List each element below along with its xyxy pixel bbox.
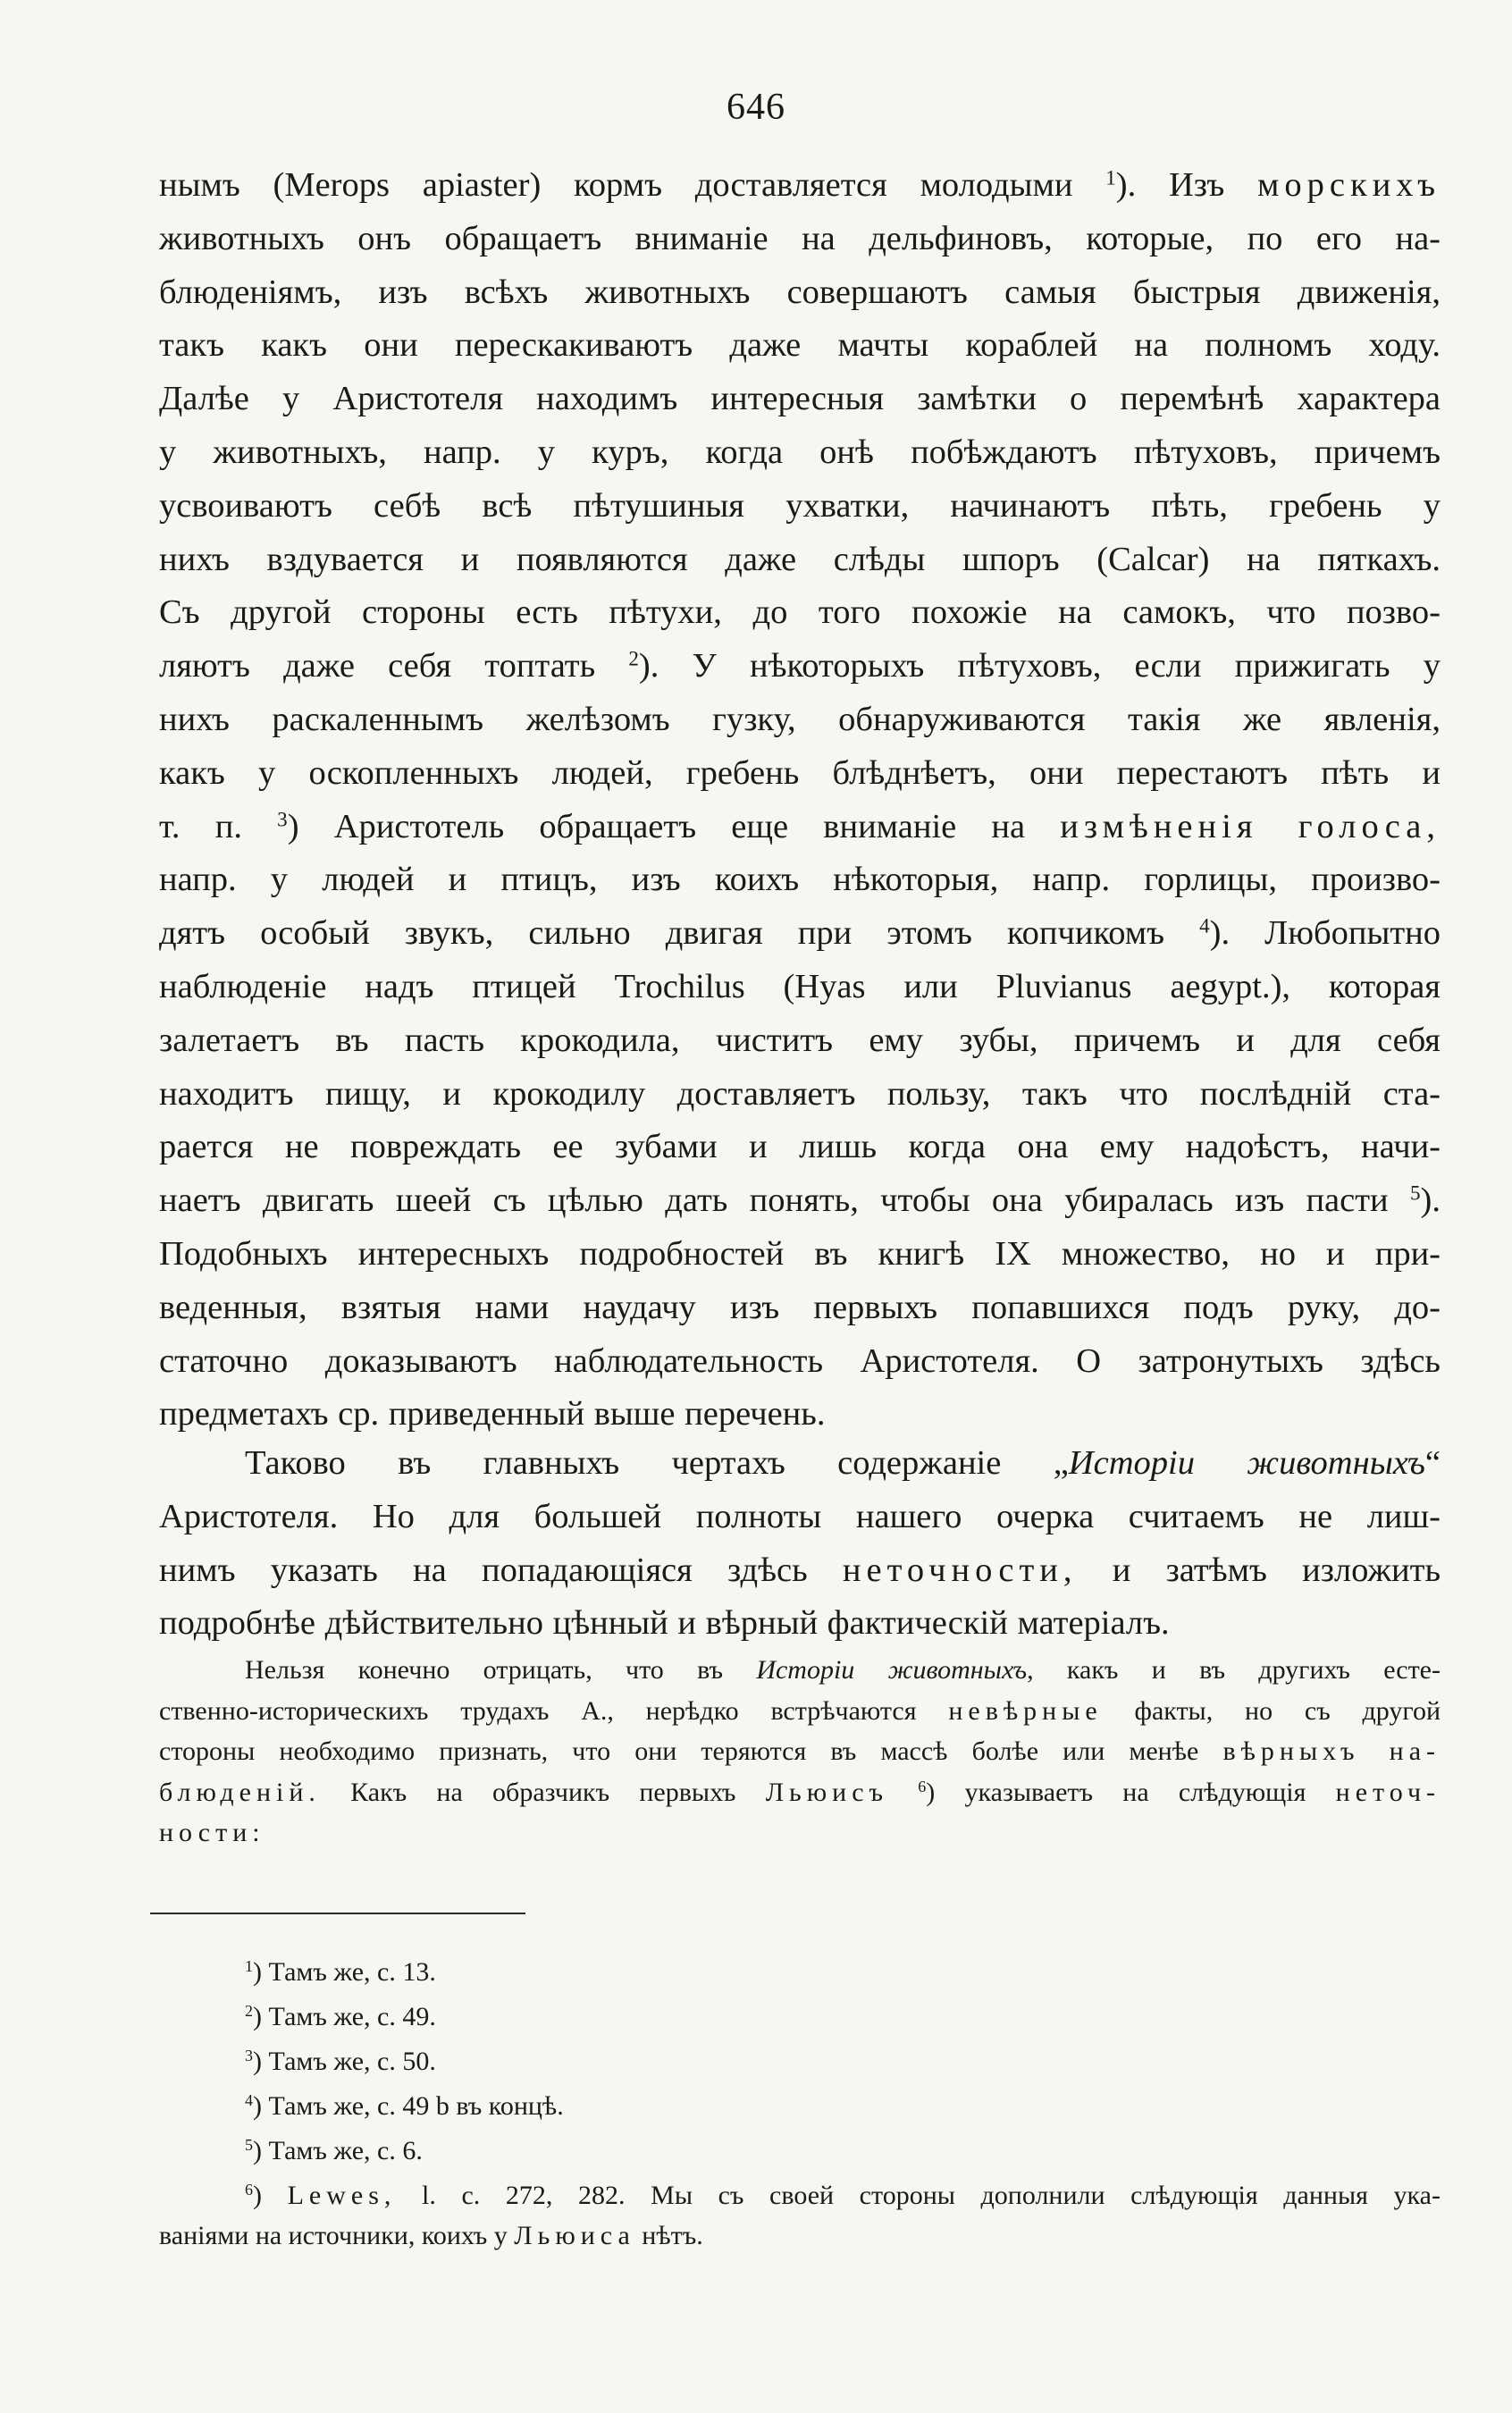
body-text-line: животныхъ онъ обращаетъ вниманіе на дельфиновъ, которые, по его на- — [159, 219, 1441, 257]
body-text-line: такъ какъ они перескакиваютъ даже мачты кораблей на полномъ ходу. — [159, 326, 1441, 365]
body-text-line: рается не повреждать ее зубами и лишь когда она ему надоѣстъ, начи- — [159, 1128, 1441, 1166]
body-text-line: Аристотеля. Но для большей полноты нашего очерка считаемъ не лиш- — [159, 1497, 1441, 1535]
body-text-line: напр. у людей и птицъ, изъ коихъ нѣкоторыя, напр. горлицы, произво- — [159, 861, 1441, 899]
body-text-line: Съ другой стороны есть пѣтухи, до того похожіе на самокъ, что позво- — [159, 593, 1441, 632]
body-paragraph-2 — [159, 1437, 1441, 1651]
footnote-item: $^4$) Тамъ же, с. 49 b въ концѣ. — [245, 2091, 564, 2121]
footnote-item: $^6$) Lewes, l. c. 272, 282. Мы съ своей стороны дополнили слѣдующія данныя ука- — [245, 2181, 1441, 2210]
body-text-line: веденныя, взятыя нами наудачу изъ первыхъ попавшихся подъ руку, до- — [159, 1288, 1441, 1326]
body-text-line: у животныхъ, напр. у куръ, когда онѣ побѣждаютъ пѣтуховъ, причемъ — [159, 433, 1441, 471]
body-text-line: Далѣе у Аристотеля находимъ интересныя замѣтки о перемѣнѣ характера — [159, 380, 1441, 418]
body-text-line: находитъ пищу, и крокодилу доставляетъ пользу, такъ что послѣдній ста- — [159, 1074, 1441, 1113]
body-text-line: т. п. $^3$) Аристотель обращаетъ еще вниманіе на измѣненія голоса, — [159, 806, 1441, 845]
body-text-line: блюденіямъ, изъ всѣхъ животныхъ совершаютъ самыя быстрыя движенія, — [159, 273, 1441, 311]
small-print-line: блюденій. Какъ на образчикъ первыхъ Льюисъ $^6$) указываетъ на слѣдующія неточ- — [159, 1777, 1441, 1807]
body-text-line: подробнѣе дѣйствительно цѣнный и вѣрный фактическій матеріалъ. — [159, 1604, 1170, 1643]
body-text-line: ляютъ даже себя топтать $^2$). У нѣкоторыхъ пѣтуховъ, если прижигать у — [159, 646, 1441, 685]
footnote-item: ваніями на источники, коихъ у Льюиса нѣтъ. — [159, 2221, 703, 2250]
body-text-line: Таково въ главныхъ чертахъ содержаніе „Исторіи животныхъ“ — [245, 1444, 1441, 1482]
body-text-line: нымъ (Merops apiaster) кормъ доставляется молодыми $^1$). Изъ морскихъ — [159, 165, 1441, 204]
small-print-line: Нельзя конечно отрицать, что въ Исторіи животныхъ, какъ и въ другихъ есте- — [245, 1655, 1441, 1685]
body-text-line: дятъ особый звукъ, сильно двигая при этомъ копчикомъ $^4$). Любопытно — [159, 913, 1441, 953]
body-text-line: наетъ двигать шеей съ цѣлью дать понять, чтобы она убиралась изъ пасти $^5$). — [159, 1181, 1441, 1220]
small-print-paragraph — [159, 1650, 1441, 1854]
body-text-line: наблюденіе надъ птицей Trochilus (Hyas или Pluvianus aegypt.), которая — [159, 967, 1441, 1005]
footnote-separator — [150, 1913, 525, 1914]
body-text-line: усвоиваютъ себѣ всѣ пѣтушиныя ухватки, начинаютъ пѣть, гребень у — [159, 486, 1441, 525]
body-paragraph-1 — [159, 159, 1441, 1442]
footnotes — [159, 1950, 1441, 2254]
body-text-line: какъ у оскопленныхъ людей, гребень блѣднѣетъ, они перестаютъ пѣть и — [159, 753, 1441, 792]
footnote-item: $^2$) Тамъ же, с. 49. — [245, 2002, 436, 2031]
small-print-line: ственно-историческихъ трудахъ А., нерѣдко встрѣчаются невѣрные факты, но съ другой — [159, 1695, 1441, 1726]
small-print-line: ности: — [159, 1818, 265, 1847]
body-text-line: статочно доказываютъ наблюдательность Аристотеля. О затронутыхъ здѣсь — [159, 1341, 1441, 1380]
body-text-line: нимъ указать на попадающіяся здѣсь неточности, и затѣмъ изложить — [159, 1551, 1441, 1589]
body-text-line: предметахъ ср. приведенный выше перечень. — [159, 1395, 826, 1434]
body-text-line: Подобныхъ интересныхъ подробностей въ книгѣ IX множество, но и при- — [159, 1234, 1441, 1273]
body-text-line: нихъ раскаленнымъ желѣзомъ гузку, обнаруживаются такія же явленія, — [159, 700, 1441, 738]
body-text-line: нихъ вздувается и появляются даже слѣды шпоръ (Calcar) на пяткахъ. — [159, 540, 1441, 578]
footnote-item: $^3$) Тамъ же, с. 50. — [245, 2047, 436, 2076]
footnote-item: $^5$) Тамъ же, с. 6. — [245, 2136, 423, 2165]
body-text-line: залетаетъ въ пасть крокодила, чиститъ ему зубы, причемъ и для себя — [159, 1021, 1441, 1059]
footnote-item: $^1$) Тамъ же, с. 13. — [245, 1957, 436, 1987]
small-print-line: стороны необходимо признать, что они теряются въ массѣ болѣе или менѣе вѣрныхъ на- — [159, 1736, 1441, 1766]
page-number: 646 — [727, 87, 785, 128]
